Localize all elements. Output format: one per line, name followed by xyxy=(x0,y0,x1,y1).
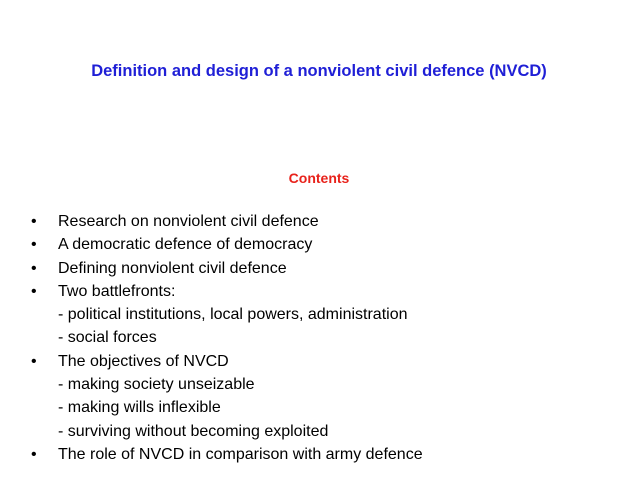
bullet-icon: • xyxy=(31,282,37,300)
list-item-text: The role of NVCD in comparison with army defence xyxy=(58,445,423,463)
list-subitem-text: - making society unseizable xyxy=(58,376,255,394)
contents-heading: Contents xyxy=(288,170,350,186)
list-subitem-text: - surviving without becoming exploited xyxy=(58,422,329,440)
bullet-icon: • xyxy=(31,213,37,230)
list-item-text: Defining nonviolent civil defence xyxy=(58,259,287,277)
list-subitem-text: - social forces xyxy=(58,329,157,347)
slide-title: Definition and design of a nonviolent civil defence (NVCD) xyxy=(91,62,547,80)
bullet-icon: • xyxy=(31,236,37,254)
bullet-icon: • xyxy=(31,352,37,370)
list-subitem-text: - political institutions, local powers, administration xyxy=(58,306,408,324)
list-subitem-text: - making wills inflexible xyxy=(58,399,221,417)
bullet-icon: • xyxy=(31,445,37,463)
list-item-text: Two battlefronts: xyxy=(58,282,176,300)
list-item-text: A democratic defence of democracy xyxy=(58,236,313,254)
bullet-icon: • xyxy=(31,259,37,277)
list-item-text: The objectives of NVCD xyxy=(58,352,229,370)
list-item-text: Research on nonviolent civil defence xyxy=(58,213,319,230)
